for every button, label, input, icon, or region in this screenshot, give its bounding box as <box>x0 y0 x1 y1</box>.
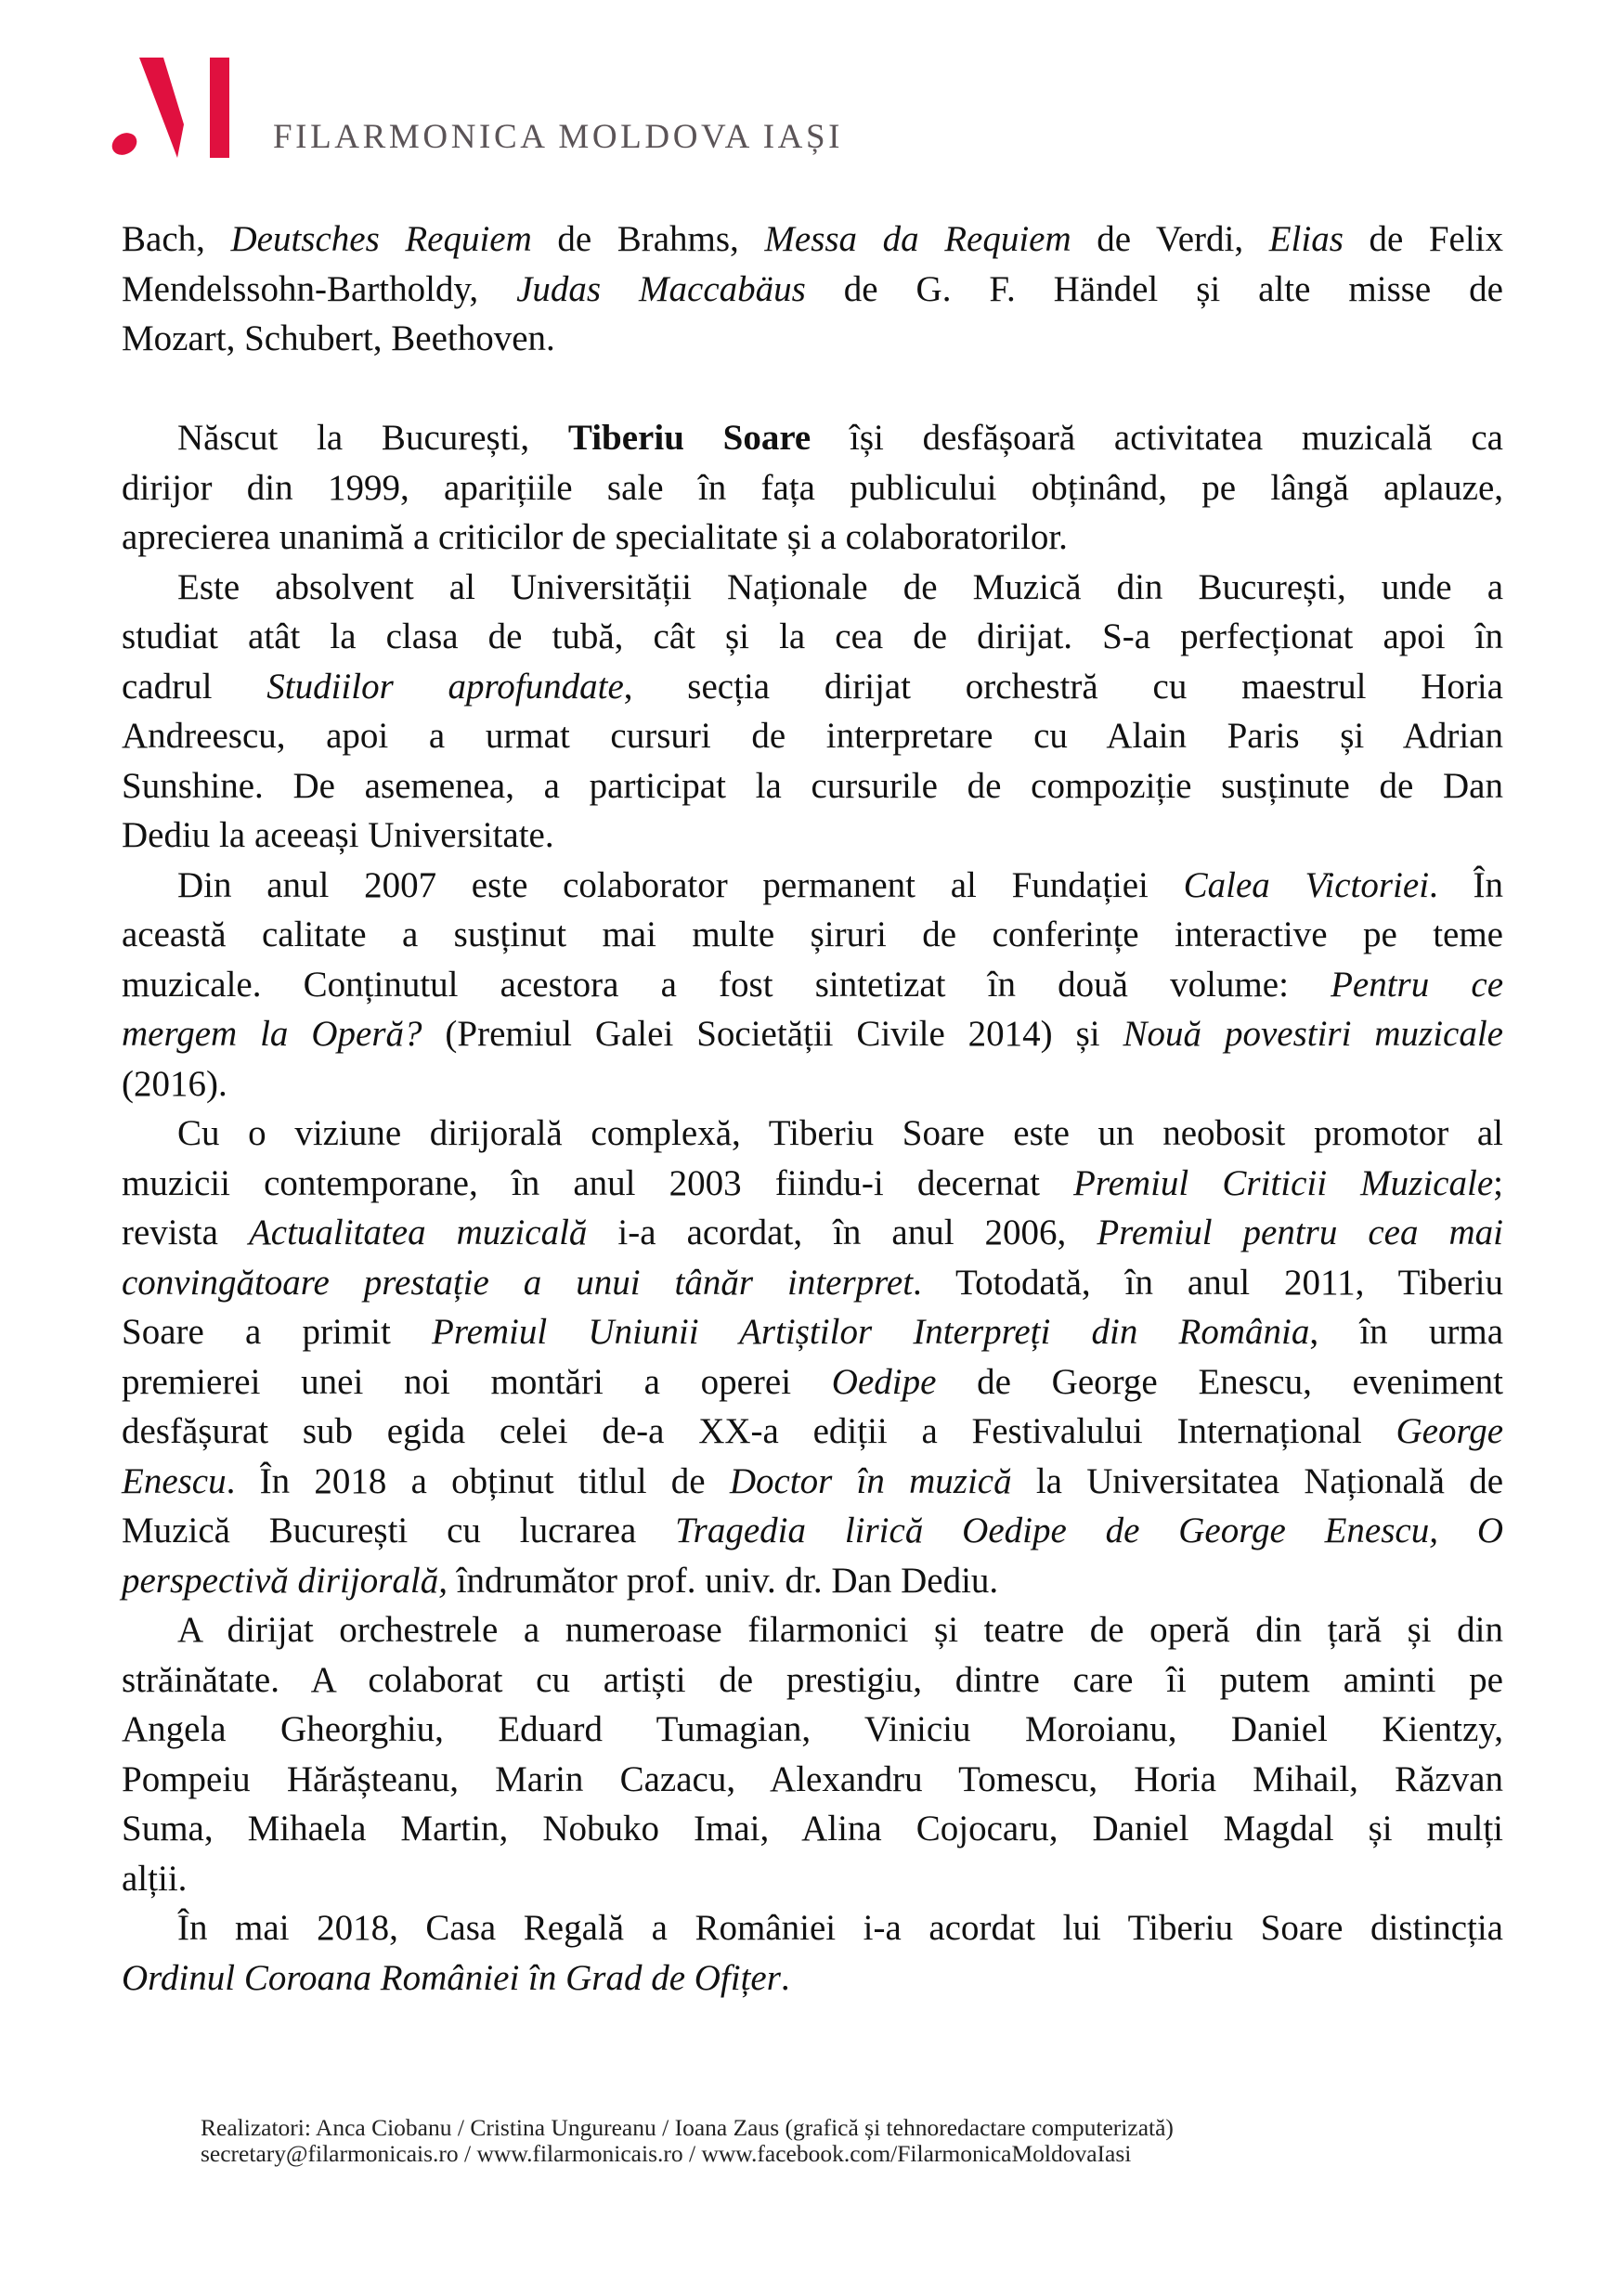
paragraph-spacer <box>122 364 1503 414</box>
text-line: Mozart, Schubert, Beethoven. <box>122 318 555 358</box>
text-line: Sunshine. De asemenea, a participat la cursurile de compoziție susținute de Dan <box>122 765 1503 806</box>
contact-line: secretary@filarmonicais.ro / www.filarmonicais.ro / www.facebook.com/FilarmonicaMoldovaIasi <box>201 2140 1132 2167</box>
text-line: Din anul 2007 este colaborator permanent al Fundației Calea Victoriei. În <box>177 864 1503 905</box>
text-line: În mai 2018, Casa Regală a României i-a acordat lui Tiberiu Soare distincția <box>177 1908 1503 1948</box>
text-line: convingătoare prestație a unui tânăr interpret. Totodată, în anul 2011, Tiberiu <box>122 1262 1503 1303</box>
paragraph-education <box>122 563 1503 861</box>
text-line: Suma, Mihaela Martin, Nobuko Imai, Alina Cojocaru, Daniel Magdal și mulți <box>122 1809 1503 1848</box>
conductor-name: Tiberiu Soare <box>567 418 812 458</box>
text-line: desfășurat sub egida celei de-a XX-a ediții a Festivalului Internațional George <box>122 1411 1503 1451</box>
text-line: A dirijat orchestrele a numeroase filarmonici și teatre de operă din țară și din <box>177 1610 1503 1650</box>
text-line: cadrul Studiilor aprofundate, secția dirijat orchestră cu maestrul Horia <box>122 666 1503 707</box>
page-footer <box>201 2115 1174 2167</box>
text-line: aprecierea unanimă a criticilor de specialitate și a colaboratorilor. <box>122 517 1068 557</box>
text-line: străinătate. A colaborat cu artiști de prestigiu, dintre care îi putem aminti pe <box>122 1659 1503 1700</box>
text-line: studiat atât la clasa de tubă, cât și la cea de dirijat. S-a perfecționat apoi în <box>122 616 1503 656</box>
text-line: dirijor din 1999, aparițiile sale în fața publicului obținând, pe lângă aplauze, <box>122 467 1503 508</box>
text-line: Ordinul Coroana României în Grad de Ofițer. <box>122 1957 790 1998</box>
text-line: Născut la București, Tiberiu Soare își desfășoară activitatea muzicală ca <box>177 418 1503 458</box>
paragraph-repertoire <box>122 214 1503 364</box>
paragraph-biography-intro <box>122 413 1503 563</box>
text-line: Soare a primit Premiul Uniunii Artiștilor Interpreți din România, în urma <box>122 1312 1503 1352</box>
facebook-link[interactable]: www.facebook.com/FilarmonicaMoldovaIasi <box>701 2140 1132 2167</box>
text-line: mergem la Operă? (Premiul Galei Societății Civile 2014) și Nouă povestiri muzicale <box>122 1014 1503 1054</box>
text-line: muzicii contemporane, în anul 2003 fiindu-i decernat Premiul Criticii Muzicale; <box>122 1162 1503 1203</box>
text-line: muzicale. Conținutul acestora a fost sintetizat în două volume: Pentru ce <box>122 964 1504 1005</box>
filarmonica-logo-icon <box>102 54 237 162</box>
text-line: perspectivă dirijorală, îndrumător prof. univ. dr. Dan Dediu. <box>122 1560 999 1601</box>
website-link[interactable]: www.filarmonicais.ro <box>476 2140 683 2167</box>
credits-text: Realizatori: Anca Ciobanu / Cristina Ungureanu / Ioana Zaus (grafică și tehnoredactare computerizată) <box>201 2114 1174 2141</box>
text-line: Muzică București cu lucrarea Tragedia lirică Oedipe de George Enescu, O <box>122 1511 1503 1550</box>
text-line: alții. <box>122 1858 188 1899</box>
brand-name: FILARMONICA MOLDOVA IAȘI <box>273 118 844 156</box>
text-line: Este absolvent al Universității Naționale de Muzică din București, unde a <box>177 566 1503 607</box>
email-link[interactable]: secretary@filarmonicais.ro <box>201 2140 459 2167</box>
text-line: Angela Gheorghiu, Eduard Tumagian, Viniciu Moroianu, Daniel Kientzy, <box>122 1709 1503 1749</box>
text-line: (2016). <box>122 1063 227 1104</box>
paragraph-royal-distinction <box>122 1903 1503 2003</box>
text-line: Enescu. În 2018 a obținut titlul de Doctor în muzică la Universitatea Națională de <box>122 1460 1503 1501</box>
text-line: premierei unei noi montări a operei Oedipe de George Enescu, eveniment <box>122 1361 1503 1402</box>
paragraph-calea-victoriei <box>122 861 1503 1109</box>
document-body <box>122 214 1503 2003</box>
paragraph-collaborations <box>122 1605 1503 1903</box>
text-line: această calitate a susținut mai multe șiruri de conferințe interactive pe teme <box>122 915 1503 954</box>
text-line: Dediu la aceeași Universitate. <box>122 815 554 855</box>
text-line: Mendelssohn-Bartholdy, Judas Maccabäus de G. F. Händel și alte misse de <box>122 268 1503 309</box>
paragraph-awards <box>122 1109 1503 1605</box>
text-line: Cu o viziune dirijorală complexă, Tiberiu Soare este un neobosit promotor al <box>177 1113 1503 1153</box>
text-line: Bach, Deutsches Requiem de Brahms, Messa da Requiem de Verdi, Elias de Felix <box>122 219 1504 259</box>
text-line: Andreescu, apoi a urmat cursuri de interpretare cu Alain Paris și Adrian <box>122 716 1503 756</box>
text-line: revista Actualitatea muzicală i-a acordat, în anul 2006, Premiul pentru cea mai <box>122 1213 1503 1252</box>
text-line: Pompeiu Hărășteanu, Marin Cazacu, Alexandru Tomescu, Horia Mihail, Răzvan <box>122 1758 1503 1799</box>
